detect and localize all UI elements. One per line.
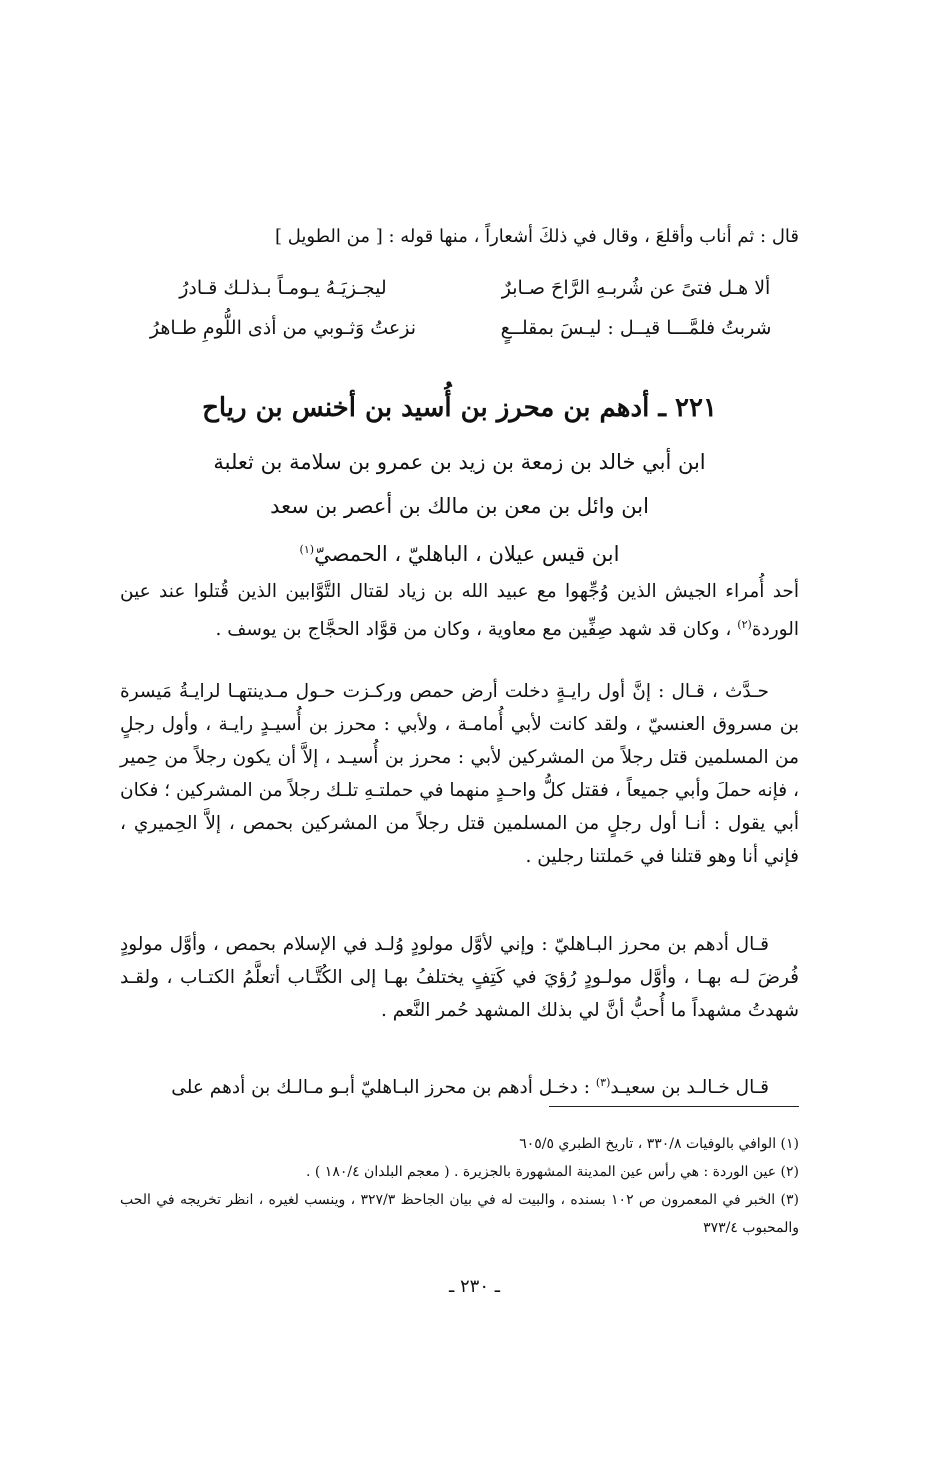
verse-line	[120, 308, 799, 348]
paragraph-text: : دخـل أدهم بن محرز البـاهليّ أبـو مـالـك بن أدهم على	[171, 1077, 596, 1099]
paragraph	[120, 1066, 799, 1104]
page-number: ـ ٢٣٠ ـ	[448, 1276, 500, 1297]
paragraph-text: أحد أُمراء الجيش الذين وُجِّهوا مع عبيد الله بن زياد لقتال التَّوَّابين الذين قُتلوا عند عين الوردة	[120, 581, 799, 641]
footnote: (٣) الخبر في المعمرون ص ١٠٢ بسنده ، والبيت له في بيان الجاحظ ٣٢٧/٣ ، وينسب لغيره ، انظر تخريجه في الحب والمحبوب ٣٧٣/٤	[120, 1192, 799, 1236]
lineage-line-text: ابن قيس عيلان ، الباهليّ ، الحمصيّ	[314, 542, 620, 566]
entry-heading: ٢٢١ ـ أدهم بن محرز بن أُسيد بن أخنس بن رياح	[202, 393, 717, 423]
verse-hemistich-second: نزعتُ وَثـوبي من أذى اللُّومِ طـاهرُ	[149, 317, 416, 339]
footnote: (٢) عين الوردة : هي رأس عين المدينة المشهورة بالجزيرة . ( معجم البلدان ١٨٠/٤ ) .	[305, 1164, 799, 1180]
lineage-line: ابن وائل بن معن بن مالك بن أعصر بن سعد	[270, 494, 649, 518]
paragraph: حـدَّث ، قـال : إنَّ أول رايـةٍ دخلت أرض حمص وركـزت حـول مـدينتهـا لرايـةُ مَيسرة بن مسروق العنسيّ ، ولقد كانت لأبي أُمامـة ، ولأبي : محرز بن أُسيـدٍ رايـة ، وأول رجلٍ من المسلمين قتل رجلاً من المشركين لأبي : محرز بن أُسيـد ، إلاَّ أن يكون رجلاً من حِمير ، فإنه حملَ وأبي جميعاً ، فقتل كلُّ واحـدٍ منهما في حملتـهِ تلـك رجلاً من المشركين ؛ فكان أبي يقول : أنـا أول رجلٍ من المسلمين قتل رجلاً من المشركين بحمص ، إلاَّ الحِميري ، فإني أنا وهو قتلنا في حَملتنا رجلين .	[120, 681, 799, 867]
paragraph-text: قـال خـالـد بن سعيـد	[610, 1077, 769, 1099]
lineage-line	[120, 528, 799, 576]
footnote-ref: (٢)	[737, 618, 752, 631]
intro-line: قال : ثم أناب وأقلعَ ، وقال في ذلكَ أشعاراً ، منها قوله : [ من الطويل ]	[274, 226, 799, 247]
paragraph	[120, 575, 799, 646]
verse-hemistich-first: شربتُ فلمَّـــا قيــل : ليـسَ بمقلــعٍ	[500, 317, 772, 339]
footnote-ref: (١)	[299, 543, 315, 556]
verse-line	[120, 268, 799, 308]
verse-hemistich-second: ليجـزيَـهُ يـومـاً بـذلـك قـادرُ	[179, 277, 387, 299]
verse-hemistich-first: ألا هـل فتىً عن شُربـهِ الرَّاحَ صـابرٌ	[501, 277, 771, 299]
poem	[120, 268, 799, 348]
paragraph-text: ، وكان قد شهد صِفِّين مع معاوية ، وكان من قوَّاد الحجَّاج بن يوسف .	[215, 619, 738, 641]
footnote: (١) الوافي بالوفيات ٣٣٠/٨ ، تاريخ الطبري ٦٠٥/٥	[519, 1136, 799, 1152]
footnotes	[120, 1130, 799, 1242]
footnote-divider	[549, 1106, 799, 1107]
footnote-ref: (٣)	[595, 1076, 611, 1089]
lineage-line: ابن أبي خالد بن زمعة بن زيد بن عمرو بن سلامة بن ثعلبة	[213, 450, 706, 474]
paragraph: قـال أدهم بن محرز البـاهليّ : وإني لأوَّل مولودٍ وُلـد في الإسلام بحمص ، وأوَّل مولودٍ فُرضَ لـه بهـا ، وأوَّل مولـودٍ رُؤيَ في كَتِفٍ يختلفُ بهـا إلى الكُتَّـاب أتعلَّمُ الكتـاب ، ولقـد شهدتُ مشهداً ما أُحبُّ أنَّ لي بذلك المشهد حُمر النَّعم .	[120, 934, 799, 1021]
entry-lineage	[120, 440, 799, 576]
